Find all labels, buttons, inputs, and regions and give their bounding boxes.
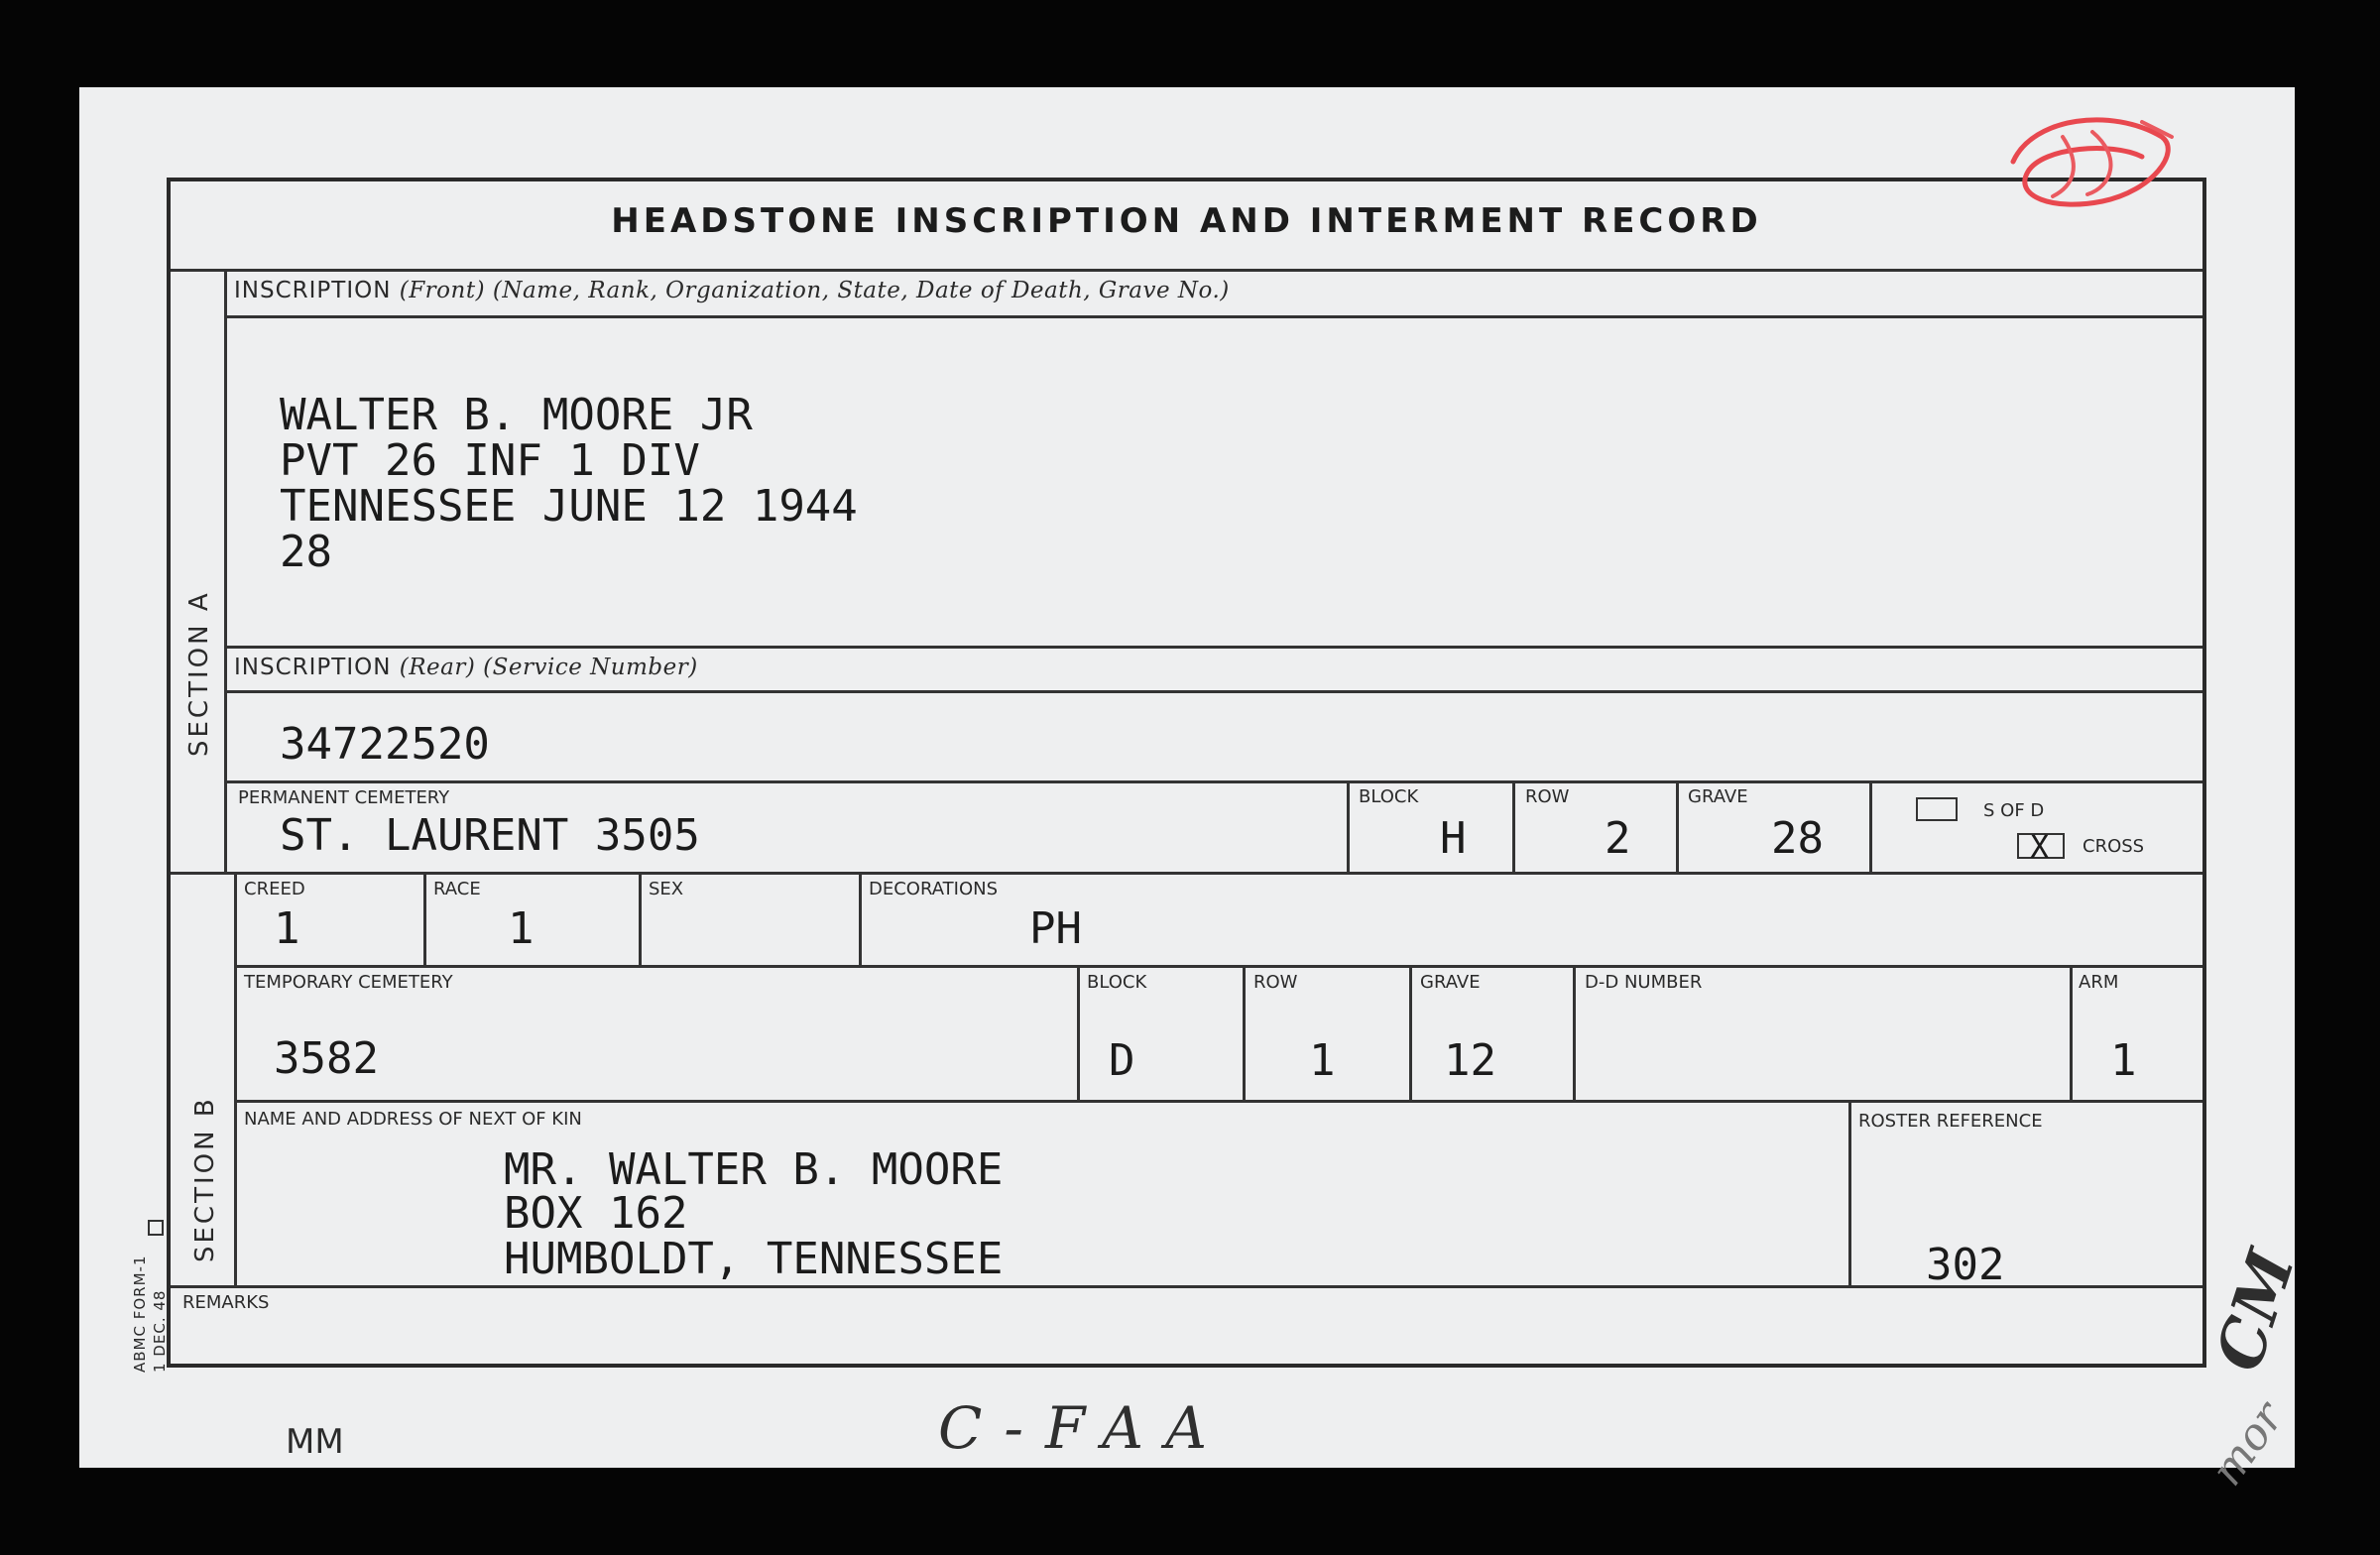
arm-label: ARM — [2079, 972, 2119, 993]
inscription-line-1: WALTER B. MOORE JR — [280, 390, 753, 440]
divider — [1243, 965, 1246, 1100]
temporary-cemetery-label: TEMPORARY CEMETERY — [244, 972, 453, 993]
side-initials: CM — [2202, 1242, 2310, 1380]
bottom-initials: MM — [286, 1422, 344, 1462]
divider — [1347, 780, 1350, 872]
divider — [224, 646, 2202, 649]
remarks-divider — [171, 1285, 2202, 1288]
form-checkbox[interactable] — [148, 1220, 164, 1236]
temporary-grave-label: GRAVE — [1420, 972, 1481, 993]
divider — [639, 872, 642, 965]
creed-value: 1 — [274, 903, 300, 954]
temporary-cemetery-value: 3582 — [274, 1033, 379, 1084]
remarks-label: REMARKS — [182, 1292, 270, 1313]
inscription-rear-label: INSCRIPTION (Rear) (Service Number) — [234, 655, 698, 680]
section-b-edge — [234, 872, 237, 1285]
divider — [859, 872, 862, 965]
temporary-row-label: ROW — [1253, 972, 1298, 993]
divider — [234, 965, 2202, 968]
permanent-block-label: BLOCK — [1359, 786, 1419, 807]
sex-label: SEX — [649, 879, 684, 899]
inscription-line-2: PVT 26 INF 1 DIV — [280, 435, 700, 486]
divider — [1676, 780, 1679, 872]
permanent-grave-value: 28 — [1771, 813, 1824, 864]
cross-check-mark: X — [2030, 828, 2050, 866]
temporary-grave-value: 12 — [1444, 1035, 1496, 1086]
divider — [1409, 965, 1412, 1100]
roster-reference-label: ROSTER REFERENCE — [1858, 1111, 2043, 1132]
divider — [1512, 780, 1515, 872]
divider — [171, 269, 2202, 272]
temporary-block-value: D — [1109, 1035, 1135, 1086]
decorations-label: DECORATIONS — [869, 879, 999, 899]
divider — [224, 780, 2202, 783]
divider — [224, 315, 2202, 318]
section-b-label: SECTION B — [190, 1096, 220, 1262]
divider — [423, 872, 426, 965]
race-value: 1 — [508, 903, 535, 954]
next-of-kin-line-2: BOX 162 — [504, 1188, 688, 1239]
bottom-code: C-FAA — [938, 1394, 1229, 1462]
decorations-value: PH — [1029, 903, 1082, 954]
next-of-kin-line-3: HUMBOLDT, TENNESSEE — [504, 1234, 1004, 1284]
divider — [1869, 780, 1872, 872]
cross-label: CROSS — [2082, 836, 2145, 857]
race-label: RACE — [433, 879, 481, 899]
divider — [1077, 965, 1080, 1100]
form-frame — [167, 178, 2206, 1368]
divider — [1573, 965, 1576, 1100]
s-of-d-checkbox[interactable] — [1916, 797, 1958, 821]
creed-label: CREED — [244, 879, 305, 899]
permanent-grave-label: GRAVE — [1688, 786, 1748, 807]
cross-checkbox[interactable] — [2017, 828, 2065, 866]
divider — [1848, 1100, 1851, 1285]
divider — [2070, 965, 2073, 1100]
section-a-edge — [224, 269, 227, 872]
inscription-line-3: TENNESSEE JUNE 12 1944 — [280, 481, 858, 532]
record-card — [79, 87, 2310, 1495]
permanent-block-value: H — [1440, 813, 1467, 864]
roster-reference-value: 302 — [1926, 1240, 2005, 1290]
permanent-row-value: 2 — [1605, 813, 1631, 864]
dd-number-label: D-D NUMBER — [1585, 972, 1703, 993]
side-note: mor — [2202, 1392, 2294, 1495]
next-of-kin-line-1: MR. WALTER B. MOORE — [504, 1144, 1004, 1195]
temporary-block-label: BLOCK — [1087, 972, 1147, 993]
next-of-kin-label: NAME AND ADDRESS OF NEXT OF KIN — [244, 1109, 582, 1130]
inscription-line-4: 28 — [280, 527, 332, 577]
divider — [234, 1100, 2202, 1103]
permanent-cemetery-label: PERMANENT CEMETERY — [238, 787, 450, 808]
s-of-d-label: S OF D — [1983, 800, 2045, 821]
form-id: ABMC FORM-1 — [131, 1255, 149, 1373]
divider — [224, 690, 2202, 693]
permanent-row-label: ROW — [1525, 786, 1570, 807]
form-date: 1 DEC. 48 — [151, 1289, 169, 1373]
section-a-label: SECTION A — [184, 590, 214, 757]
service-number: 34722520 — [280, 719, 490, 770]
red-pencil-scribble-icon — [1993, 107, 2192, 226]
inscription-front-label: INSCRIPTION (Front) (Name, Rank, Organization, State, Date of Death, Grave No.) — [234, 278, 1230, 303]
permanent-cemetery-value: ST. LAURENT 3505 — [280, 810, 700, 861]
arm-value: 1 — [2110, 1035, 2137, 1086]
section-divider — [171, 872, 2202, 875]
form-title: HEADSTONE INSCRIPTION AND INTERMENT RECORD — [611, 201, 1762, 241]
temporary-row-value: 1 — [1309, 1035, 1336, 1086]
